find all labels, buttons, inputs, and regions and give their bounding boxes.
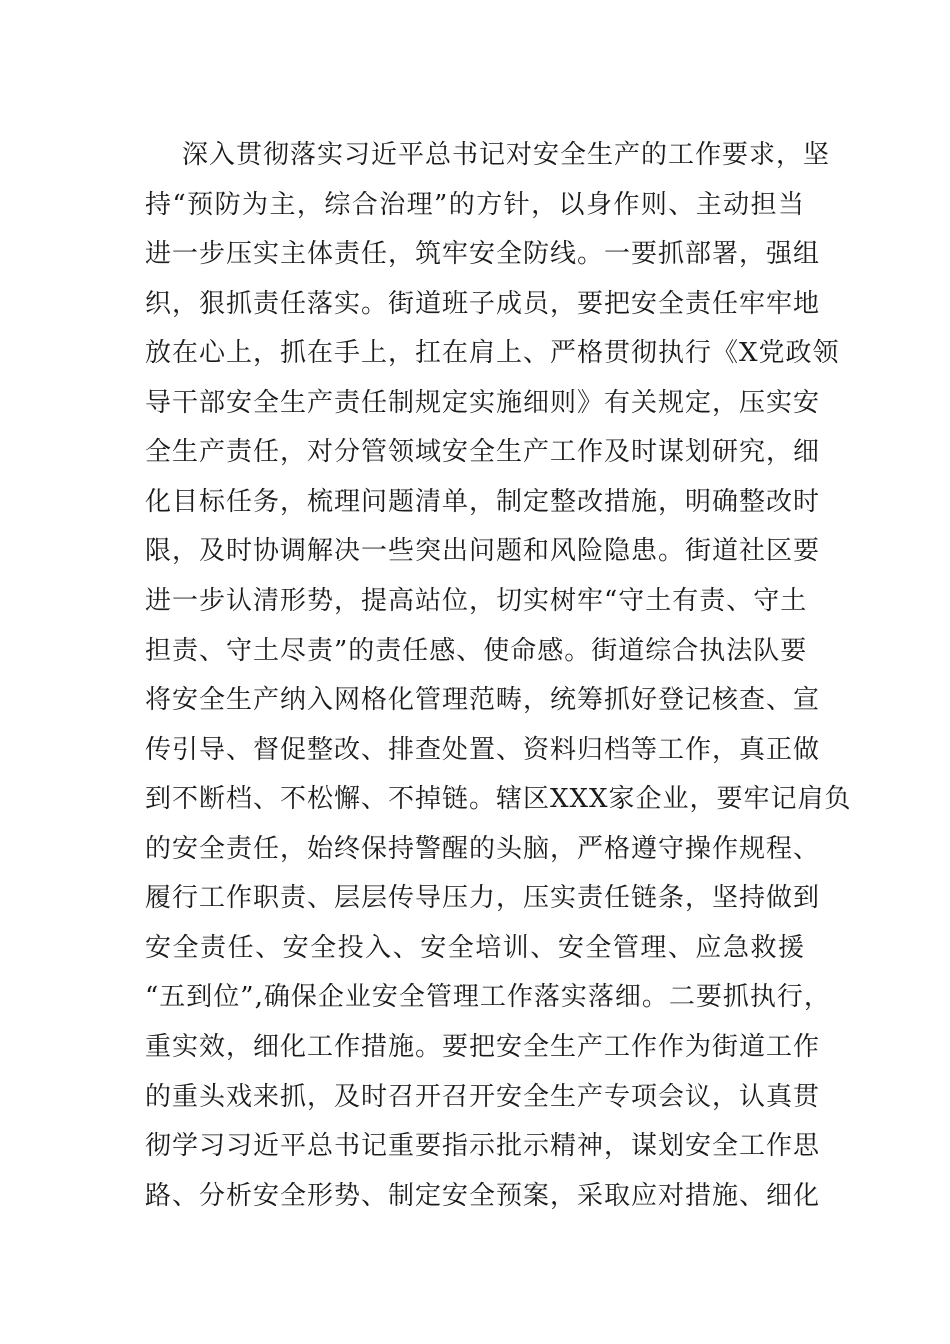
paragraph-line: 履行工作职责、层层传导压力，压实责任链条，坚持做到 (145, 883, 821, 913)
paragraph-line: 的安全责任，始终保持警醒的头脑，严格遵守操作规程、 (145, 834, 821, 864)
paragraph-line: 重实效，细化工作措施。要把安全生产工作作为街道工作 (145, 1032, 821, 1062)
paragraph-line: 放在心上，抓在手上，扛在肩上、严格贯彻执行《X党政领 (145, 338, 840, 368)
paragraph-line: 织，狠抓责任落实。街道班子成员，要把安全责任牢牢地 (145, 289, 821, 319)
paragraph-line: 安全责任、安全投入、安全培训、安全管理、应急救援 (145, 933, 805, 963)
paragraph-line: “五到位”,确保企业安全管理工作落实落细。二要抓执行， (145, 982, 831, 1012)
paragraph-line: 进一步压实主体责任，筑牢安全防线。一要抓部署，强组 (145, 239, 821, 269)
paragraph-line: 全生产责任，对分管领域安全生产工作及时谋划研究，细 (145, 437, 821, 467)
paragraph-line: 担责、守土尽责”的责任感、使命感。街道综合执法队要 (145, 636, 808, 666)
paragraph-line: 将安全生产纳入网格化管理范畴，统筹抓好登记核查、宣 (145, 685, 821, 715)
paragraph-line: 限，及时协调解决一些突出问题和风险隐患。街道社区要 (145, 536, 821, 566)
paragraph-line: 的重头戏来抓，及时召开召开安全生产专项会议，认真贯 (145, 1082, 821, 1112)
paragraph-line: 持“预防为主，综合治理”的方针，以身作则、主动担当 (145, 190, 805, 220)
paragraph-line: 路、分析安全形势、制定安全预案，采取应对措施、细化 (145, 1181, 821, 1211)
paragraph-line: 深入贯彻落实习近平总书记对安全生产的工作要求，坚 (182, 140, 831, 170)
paragraph-line: 传引导、督促整改、排查处置、资料归档等工作，真正做 (145, 735, 821, 765)
paragraph-line: 进一步认清形势，提高站位，切实树牢“守土有责、守土 (145, 586, 808, 616)
paragraph-line: 导干部安全生产责任制规定实施细则》有关规定，压实安 (145, 388, 821, 418)
paragraph-line: 化目标任务，梳理问题清单，制定整改措施，明确整改时 (145, 487, 821, 517)
paragraph-line: 彻学习习近平总书记重要指示批示精神，谋划安全工作思 (145, 1131, 821, 1161)
paragraph-line: 到不断档、不松懈、不掉链。辖区XXX家企业，要牢记肩负 (145, 784, 852, 814)
